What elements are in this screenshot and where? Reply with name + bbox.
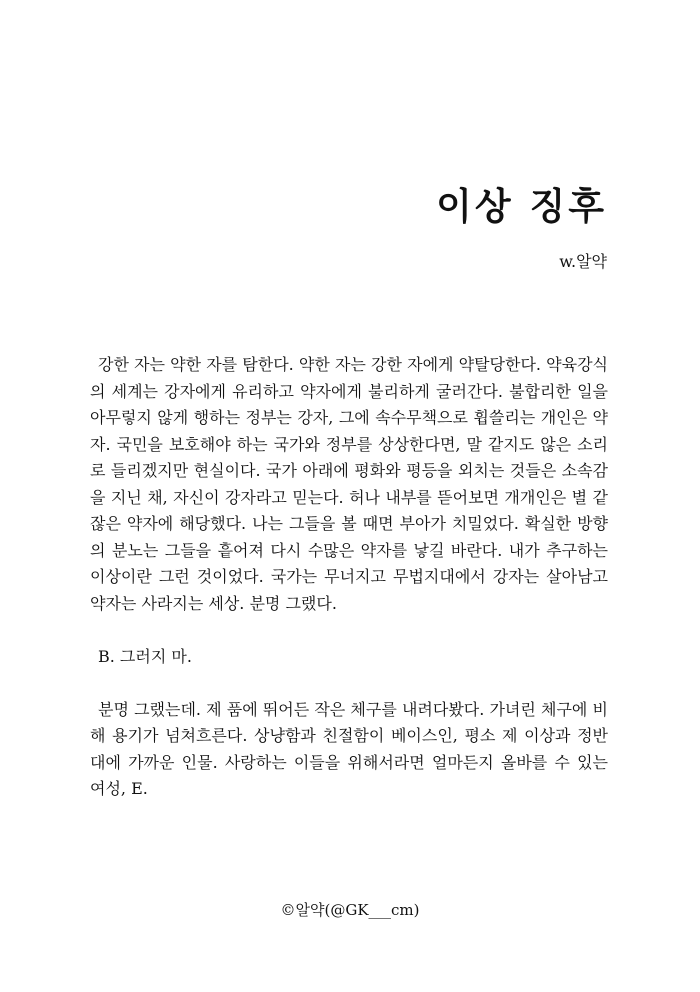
author-byline: w.알약 [559, 252, 607, 271]
paragraph-3: 분명 그랬는데. 제 품에 뛰어든 작은 체구를 내려다봤다. 가녀린 체구에 비해 용기가 넘쳐흐른다. 상냥함과 친절함이 베이스인, 평소 제 이상과 정반대에 가까운 인물. 사랑하는 이들을 위해서라면 얼마든지 올바를 수 있는 여성, E. [90, 699, 608, 798]
story-title: 이상 징후 [436, 184, 607, 228]
paragraph-2: B. 그러지 마. [98, 646, 192, 666]
copyright-footer: ©알약(@GK___cm) [280, 901, 420, 919]
story-body [90, 352, 608, 803]
paragraph-1: 강한 자는 약한 자를 탐한다. 약한 자는 강한 자에게 약탈당한다. 약육강식의 세계는 강자에게 유리하고 약자에게 불리하게 굴러간다. 불합리한 일을 아무렇지 않게 행하는 정부는 강자, 그에 속수무책으로 휩쓸리는 개인은 약자. 국민을 보호해야 하는 국가와 정부를 상상한다면, 말 같지도 않은 소리로 들리겠지만 현실이다. 국가 아래에 평화와 평등을 외치는 것들은 소속감을 지닌 채, 자신이 강자라고 믿는다. 허나 내부를 뜯어보면 개개인은 별 같잖은 약자에 해당했다. 나는 그들을 볼 때면 부아가 치밀었다. 확실한 방향의 분노는 그들을 흩어져 다시 수많은 약자를 낳길 바란다. 내가 추구하는 이상이란 그런 것이었다. 국가는 무너지고 무법지대에서 강자는 살아남고 약자는 사라지는 세상. 분명 그랬다. [90, 355, 608, 613]
